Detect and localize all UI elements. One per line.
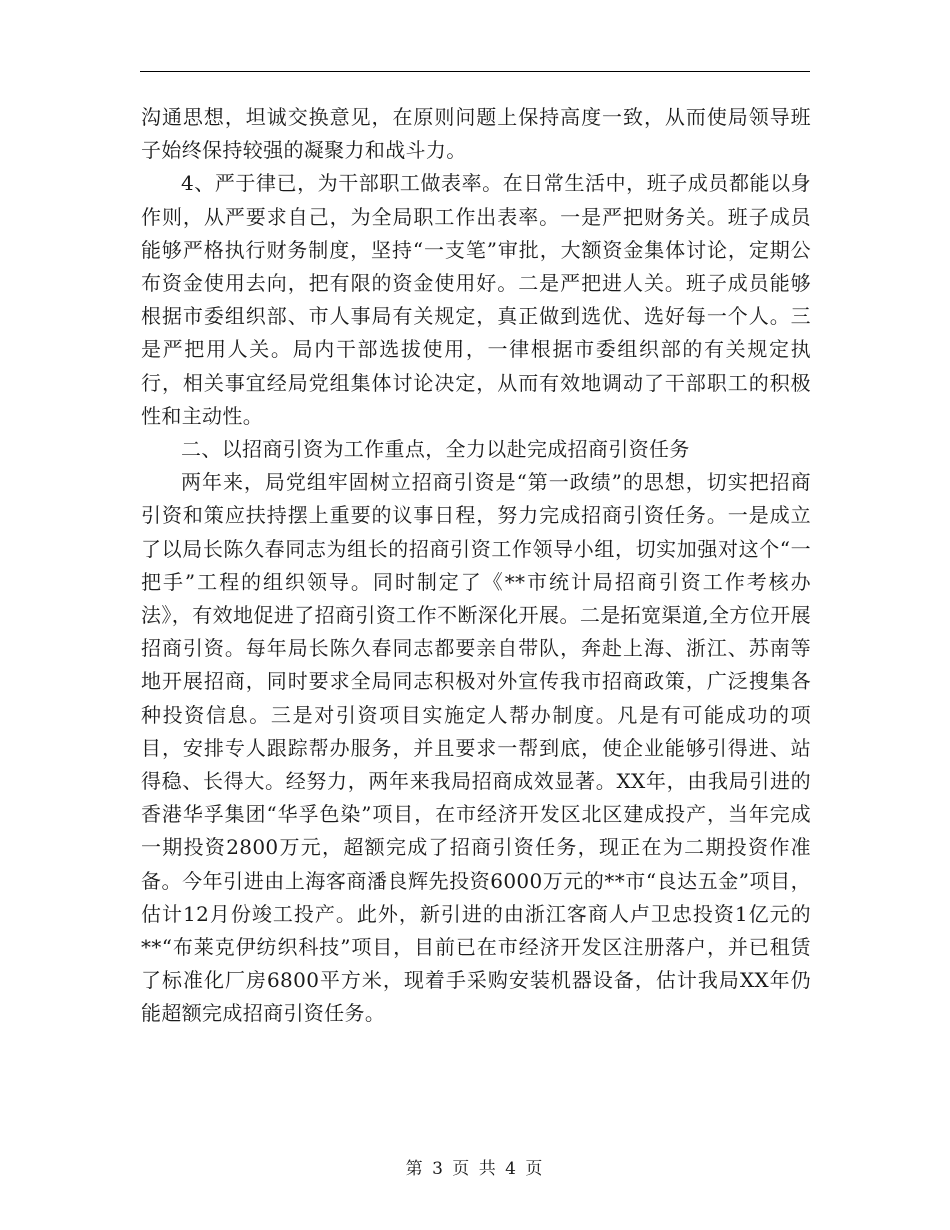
page-number-label: 第 3 页 共 4 页 <box>405 1159 545 1179</box>
paragraph-investment: 两年来，局党组牢固树立招商引资是“第一政绩”的思想，切实把招商引资和策应扶持摆上重要的议事日程，努力完成招商引资任务。一是成立了以局长陈久春同志为组长的招商引资工作领导小组，切实加强对这个“一把手”工程的组织领导。同时制定了《**市统计局招商引资工作考核办法》，有效地促进了招商引资工作不断深化开展。二是拓宽渠道,全方位开展招商引资。每年局长陈久春同志都要亲自带队，奔赴上海、浙江、苏南等地开展招商，同时要求全局同志积极对外宣传我市招商政策，广泛搜集各种投资信息。三是对引资项目实施定人帮办制度。凡是有可能成功的项目，安排专人跟踪帮办服务，并且要求一帮到底，使企业能够引得进、站得稳、长得大。经努力，两年来我局招商成效显著。XX年，由我局引进的香港华孚集团“华孚色染”项目，在市经济开发区北区建成投产，当年完成一期投资2800万元，超额完成了招商引资任务，现正在为二期投资作准备。今年引进由上海客商潘良辉先投资6000万元的**市“良达五金”项目，估计12月份竣工投产。此外，新引进的由浙江客商人卢卫忠投资1亿元的**“布莱克伊纺织科技”项目，目前已在市经济开发区注册落户，并已租赁了标准化厂房6800平方米，现着手采购安装机器设备，估计我局XX年仍能超额完成招商引资任务。 <box>141 470 811 1026</box>
document-body <box>141 101 811 1031</box>
page-footer <box>0 1154 950 1179</box>
paragraph-self-discipline: 4、严于律已，为干部职工做表率。在日常生活中，班子成员都能以身作则，从严要求自己，为全局职工作出表率。一是严把财务关。班子成员能够严格执行财务制度，坚持“一支笔”审批，大额资金集体讨论，定期公布资金使用去向，把有限的资金使用好。二是严把进人关。班子成员能够根据市委组织部、市人事局有关规定，真正做到选优、选好每一个人。三是严把用人关。局内干部选拔使用，一律根据市委组织部的有关规定执行，相关事宜经局党组集体讨论决定，从而有效地调动了干部职工的积极性和主动性。 <box>141 171 811 428</box>
section-heading-investment: 二、以招商引资为工作重点，全力以赴完成招商引资任务 <box>181 437 690 462</box>
header-rule <box>140 71 810 72</box>
paragraph-continuation: 沟通思想，坦诚交换意见，在原则问题上保持高度一致，从而使局领导班子始终保持较强的凝聚力和战斗力。 <box>141 105 811 163</box>
